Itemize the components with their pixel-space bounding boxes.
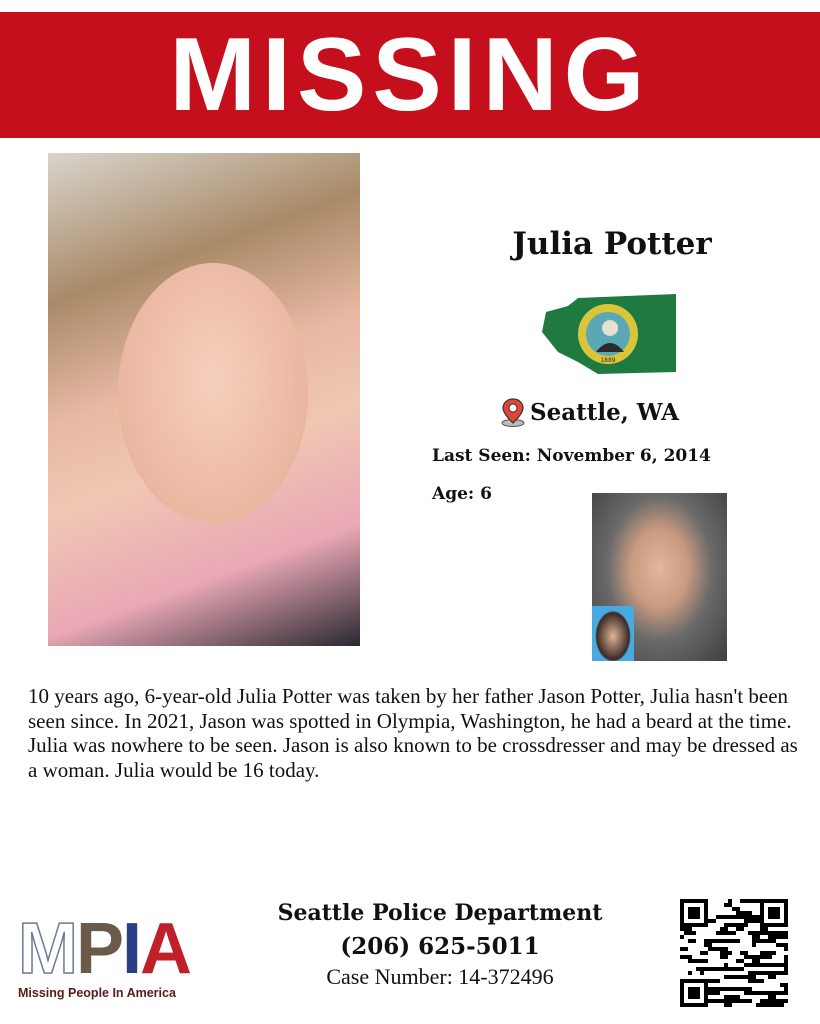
person-name: Julia Potter	[512, 226, 712, 262]
logo-letter: M	[18, 909, 76, 989]
child-photo	[48, 153, 360, 646]
location	[500, 397, 679, 427]
suspect-original-photo	[592, 606, 634, 661]
missing-banner	[0, 12, 820, 138]
case-number: Case Number: 14-372496	[326, 964, 554, 989]
logo-letter: A	[140, 909, 191, 989]
logo-tagline: Missing People In America	[18, 986, 176, 1000]
logo-letter: I	[122, 909, 141, 989]
suspect-age-progression-photo	[592, 493, 727, 661]
last-seen: Last Seen: November 6, 2014	[432, 446, 711, 466]
qr-code[interactable]	[680, 899, 788, 1007]
mpia-logo	[18, 909, 210, 1000]
washington-state-seal-map	[538, 292, 678, 376]
contact-info	[240, 900, 640, 990]
age: Age: 6	[432, 484, 492, 504]
phone-number[interactable]: (206) 625-5011	[340, 933, 540, 960]
seal-year: 1889	[600, 357, 616, 364]
map-pin-icon	[500, 397, 526, 427]
case-description: 10 years ago, 6-year-old Julia Potter was taken by her father Jason Potter, Julia hasn't been seen since. In 2021, Jason was spotted in Olympia, Washington, he had a beard at the time. Julia was nowhere to be seen. Jason is also known to be crossdresser and may be dressed as a woman. Julia would be 16 today.	[28, 684, 798, 782]
department: Seattle Police Department	[277, 900, 603, 926]
location-text: Seattle, WA	[530, 398, 679, 426]
logo-letter: P	[75, 909, 123, 989]
child-face	[118, 263, 308, 523]
banner-title: MISSING	[169, 17, 651, 133]
